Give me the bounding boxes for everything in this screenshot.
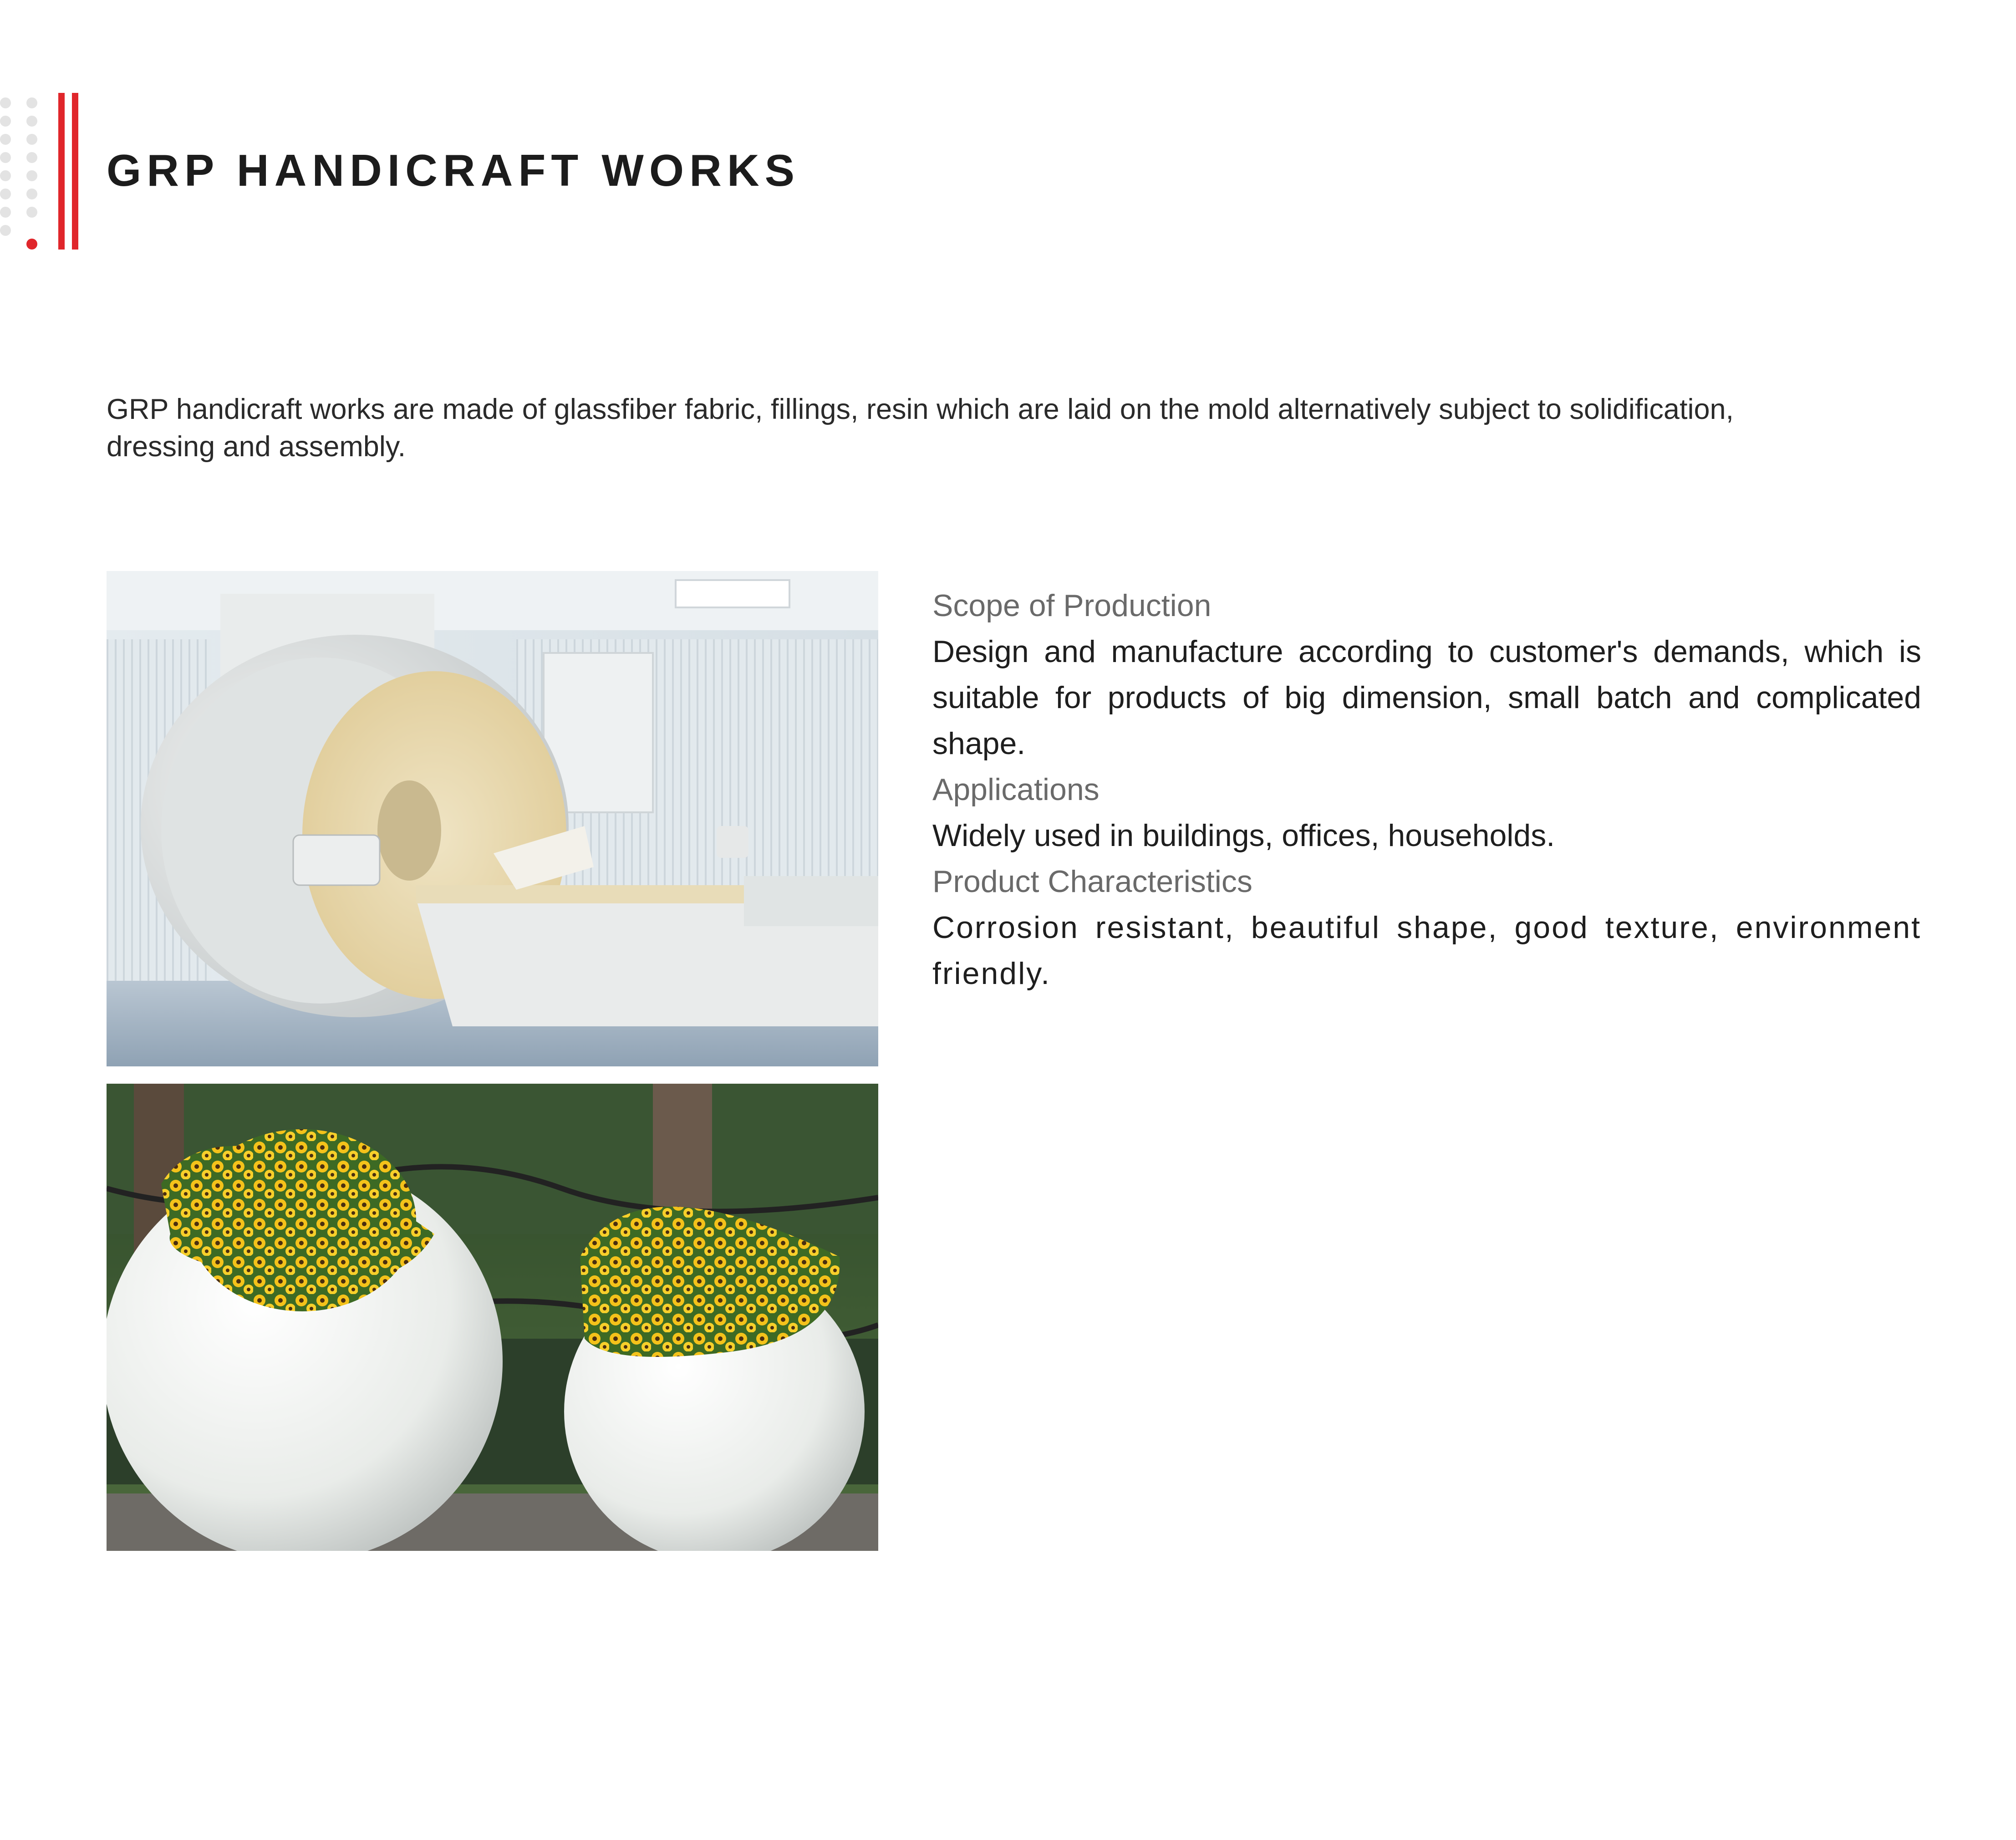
decor-dot (0, 189, 11, 199)
characteristics-heading: Product Characteristics (932, 864, 1252, 899)
decor-dot (0, 207, 11, 218)
decor-dot (0, 152, 11, 163)
decor-dot (0, 116, 11, 127)
specifications-block (932, 583, 1921, 997)
mri-scanner-photo (107, 571, 878, 1066)
decor-dot (0, 170, 11, 181)
decor-dot-red (26, 239, 37, 250)
decor-dot (26, 152, 37, 163)
applications-heading: Applications (932, 772, 1100, 807)
sunflower-planters-photo (107, 1084, 878, 1551)
scope-body: Design and manufacture according to customer's demands, which is suitable for products of big dimension, small batch and complicated shape. (932, 634, 1921, 761)
decor-dot (26, 116, 37, 127)
applications-body: Widely used in buildings, offices, households. (932, 818, 1555, 853)
decor-dot (0, 97, 11, 108)
decor-dot (0, 225, 11, 236)
accent-bar (72, 93, 78, 250)
accent-bar (58, 93, 65, 250)
scope-heading: Scope of Production (932, 588, 1212, 623)
page-title: GRP HANDICRAFT WORKS (107, 145, 800, 195)
characteristics-body: Corrosion resistant, beautiful shape, good texture, environment friendly. (932, 910, 1921, 991)
decor-dot (26, 170, 37, 181)
decor-dot (26, 207, 37, 218)
decor-dot (0, 134, 11, 145)
intro-paragraph: GRP handicraft works are made of glassfiber fabric, fillings, resin which are laid on the mold alternatively subject to solidification, dressing and assembly. (107, 393, 1734, 463)
decor-dot (26, 97, 37, 108)
decor-dot (26, 189, 37, 199)
decor-dot (26, 134, 37, 145)
